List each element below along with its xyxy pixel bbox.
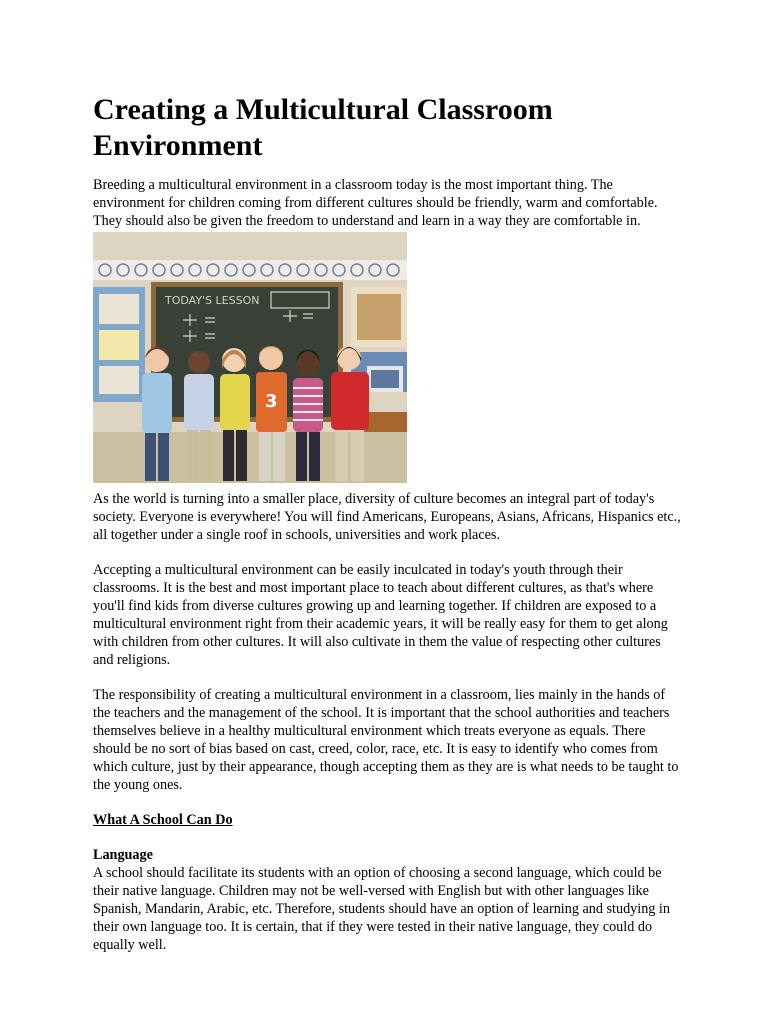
classroom-photo (93, 232, 407, 483)
document-body (93, 92, 683, 954)
paragraph-1: As the world is turning into a smaller place, diversity of culture becomes an integral part of today's society. Everyone is everywhere! You will find Americans, Europeans, Asians, Africans, Hispanics etc., all together under a single roof in schools, universities and work places. (93, 491, 681, 543)
document-title: Creating a Multicultural Classroom Environment (93, 93, 553, 162)
paragraph-3: The responsibility of creating a multicultural environment in a classroom, lies mainly in the hands of the teachers and the management of the school. It is important that the school authorities and teachers themselves believe in a healthy multicultural environment which treats everyone as equals. There should be no sort of bias based on cast, creed, color, race, etc. It is easy to identify who comes from which culture, just by their appearance, though accepting them as they are is what needs to be taught to the young ones. (93, 687, 679, 793)
paragraph-2: Accepting a multicultural environment can be easily inculcated in today's youth through their classrooms. It is the best and most important place to teach about different cultures, as that's where you'll find kids from diverse cultures growing up and learning together. If children are exposed to a multicultural environment right from their academic years, it will be really easy for them to get along with children from other cultures. It will also cultivate in them the value of respecting other cultures and religions. (93, 562, 668, 668)
jersey-number-text: 3 (265, 391, 278, 412)
subsection-heading: Language (93, 847, 153, 863)
section-heading: What A School Can Do (93, 812, 233, 828)
classroom-photo-illustration (93, 232, 407, 483)
board-lesson-text: TODAY'S LESSON (165, 294, 260, 307)
intro-paragraph: Breeding a multicultural environment in a classroom today is the most important thing. The environment for children coming from different cultures should be friendly, warm and comfortable. They should also be given the freedom to understand and learn in a way they are comfortable in. (93, 177, 658, 229)
subsection-paragraph: A school should facilitate its students with an option of choosing a second language, which could be their native language. Children may not be well-versed with English but with other languages like Spanish, Mandarin, Arabic, etc. Therefore, students should have an option of learning and studying in their own language too. It is certain, that if they were tested in their native language, they could do equally well. (93, 865, 670, 953)
